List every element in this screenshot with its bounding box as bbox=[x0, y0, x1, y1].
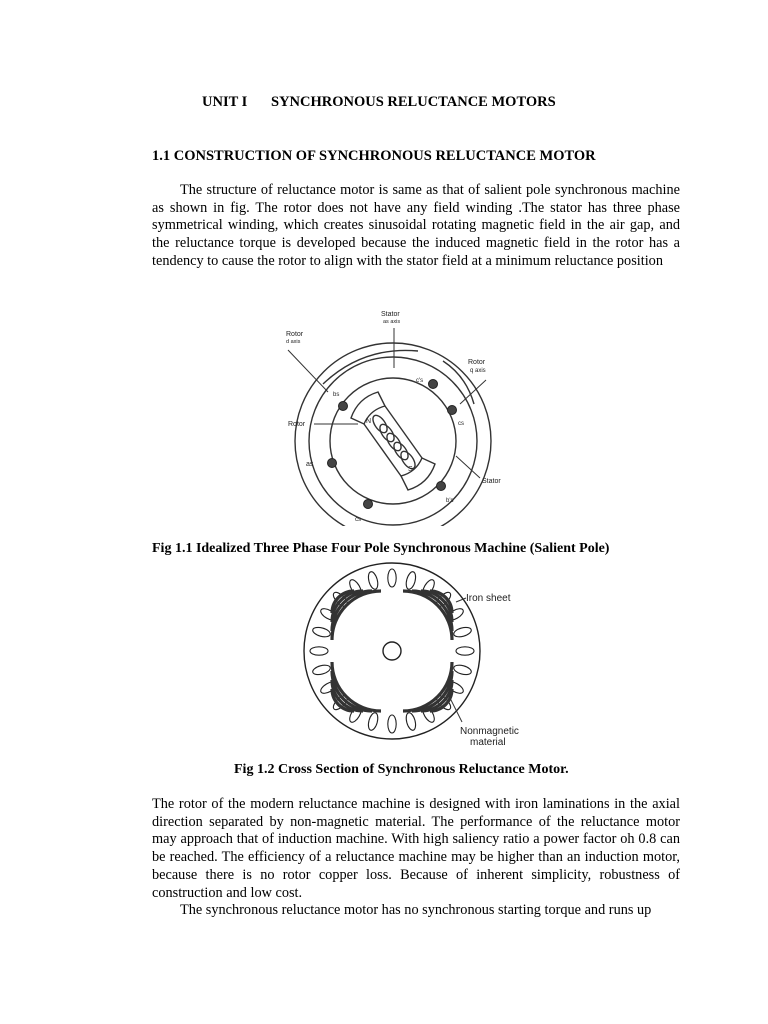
section-heading: 1.1 CONSTRUCTION OF SYNCHRONOUS RELUCTANCE MOTOR bbox=[152, 148, 596, 164]
unit-title: SYNCHRONOUS RELUCTANCE MOTORS bbox=[271, 94, 556, 110]
label-nonmagnetic-2: material bbox=[470, 737, 506, 747]
label-bs-bottom: b's bbox=[446, 498, 454, 504]
label-cs-top: c's bbox=[416, 378, 424, 384]
label-north: N bbox=[366, 418, 372, 425]
label-as: as bbox=[306, 461, 314, 468]
label-stator-axis: Stator bbox=[381, 311, 400, 318]
stator-slot bbox=[405, 571, 418, 591]
figure1-caption: Fig 1.1 Idealized Three Phase Four Pole Synchronous Machine (Salient Pole) bbox=[152, 541, 610, 556]
label-nonmagnetic-1: Nonmagnetic bbox=[460, 726, 519, 737]
paragraph-rotor-description: The rotor of the modern reluctance machine is designed with iron laminations in the axial direction separated by non-magnetic material. The performance of the reluctance motor may approach that of induction machine. With high saliency ratio a power factor oh 0.8 can be reached. The efficiency of a reluctance machine may be higher than an induction motor, because there is no rotor copper loss. Because of inherent simplicity, robustness of construction and low cost. bbox=[152, 796, 680, 901]
stator-slot bbox=[388, 569, 396, 587]
stator-slot bbox=[312, 664, 332, 677]
figure2-caption: Fig 1.2 Cross Section of Synchronous Reluctance Motor. bbox=[234, 762, 569, 777]
label-cs-bottom: cs bbox=[355, 517, 361, 523]
stator-slot bbox=[312, 626, 332, 639]
stator-slot bbox=[367, 571, 380, 591]
label-stator-axis-sub: as axis bbox=[383, 319, 401, 325]
stator-slot bbox=[453, 664, 473, 677]
unit-label: UNIT I bbox=[202, 94, 248, 110]
paragraph-starting-torque: The synchronous reluctance motor has no synchronous starting torque and runs up bbox=[180, 902, 652, 918]
label-rotor-d-axis: Rotor bbox=[286, 331, 304, 338]
figure-reluctance-cross-section bbox=[300, 562, 560, 747]
label-rotor-q-axis: Rotor bbox=[468, 359, 486, 366]
paragraph-intro: The structure of reluctance motor is same as that of salient pole synchronous machine as shown in fig. The rotor does not have any field winding .The stator has three phase symmetrical winding, which creates sinusoidal rotating magnetic field in the air gap, and the reluctance torque is developed because the induced magnetic field in the rotor has a tendency to cause the rotor to align with the stator field at a minimum reluctance position bbox=[152, 182, 680, 269]
figure-salient-pole-machine bbox=[248, 306, 518, 526]
label-stator: Stator bbox=[482, 478, 501, 485]
label-rotor: Rotor bbox=[288, 421, 306, 428]
label-bs: bs bbox=[333, 392, 340, 398]
stator-slot bbox=[367, 712, 380, 732]
label-cs-right: cs bbox=[458, 421, 464, 427]
stator-slot bbox=[456, 647, 474, 655]
stator-slot bbox=[405, 712, 418, 732]
label-south: S bbox=[408, 466, 413, 473]
label-iron-sheet: Iron sheet bbox=[466, 593, 511, 604]
label-rotor-d-axis-sub: d axis bbox=[286, 339, 301, 345]
stator-slot bbox=[310, 647, 328, 655]
label-rotor-q-axis-sub: q axis bbox=[470, 368, 486, 374]
stator-slot bbox=[388, 715, 396, 733]
stator-slot bbox=[453, 626, 473, 639]
